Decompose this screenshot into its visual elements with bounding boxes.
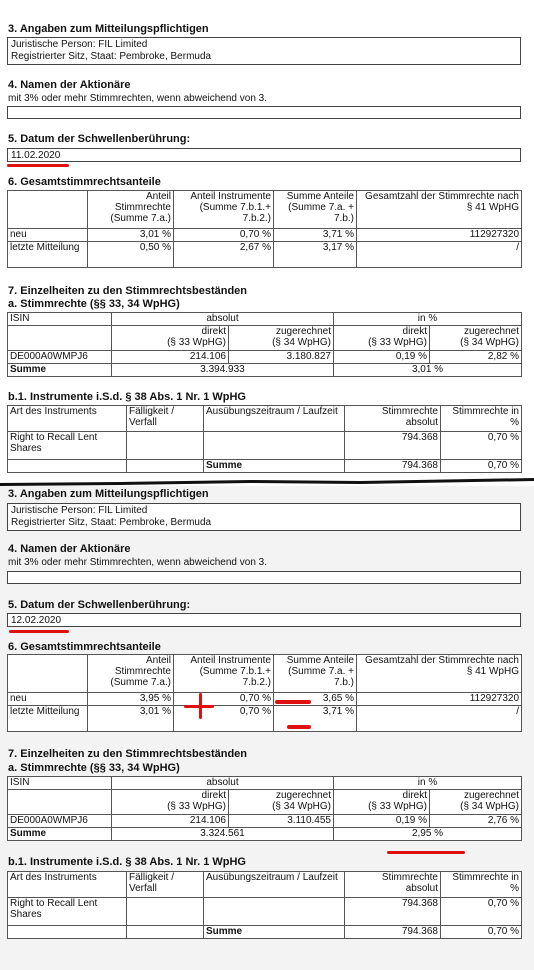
header-maturity: Fälligkeit / Verfall — [127, 872, 204, 898]
header-voting-pct: Stimmrechte in % — [441, 406, 522, 432]
notifier-box — [7, 37, 521, 65]
section-7-title: 7. Einzelheiten zu den Stimmrechtsbeständen — [8, 285, 247, 297]
table-header-row — [8, 872, 522, 898]
cell-voting-rights: 3,01 % — [88, 229, 174, 242]
section-4-title: 4. Namen der Aktionäre — [8, 79, 131, 91]
total-voting-rights-table — [7, 654, 522, 732]
table-row — [8, 351, 522, 364]
header-attributed: zugerechnet — [275, 326, 331, 337]
cell-direct-pct: 0,19 % — [334, 815, 430, 828]
cell-isin: DE000A0WMPJ6 — [8, 351, 112, 364]
notifier-name: Juristische Person: FIL Limited — [11, 505, 148, 516]
header-total-voting-rights: Gesamtzahl der Stimmrechte nach § 41 WpHG — [357, 191, 522, 229]
section-3-title: 3. Angaben zum Mitteilungspflichtigen — [8, 23, 209, 35]
instruments-table — [7, 405, 522, 473]
cell-instruments: 2,67 % — [174, 242, 274, 268]
table-sum-row — [8, 460, 522, 473]
cell-instrument: Right to Recall Lent Shares — [8, 898, 127, 926]
sum-voting-abs: 794.368 — [345, 926, 441, 939]
sum-voting-pct: 0,70 % — [441, 460, 522, 473]
cell-attributed-abs: 3.180.827 — [229, 351, 334, 364]
cell-voting-abs: 794.368 — [345, 432, 441, 460]
section-4-title: 4. Namen der Aktionäre — [8, 543, 131, 555]
threshold-date-box — [7, 613, 521, 627]
cell-isin: DE000A0WMPJ6 — [8, 815, 112, 828]
cell-instruments: 0,70 % — [174, 229, 274, 242]
header-33: (§ 33 WpHG) — [368, 337, 427, 348]
row-label: letzte Mitteilung — [8, 242, 88, 268]
header-voting-abs: Stimmrechte absolut — [345, 872, 441, 898]
cell-total: 112927320 — [357, 229, 522, 242]
header-33: (§ 33 WpHG) — [167, 337, 226, 348]
cell-sum: 3,71 % — [274, 229, 357, 242]
cell-instruments: 0,70 % — [174, 706, 274, 732]
cell-voting-pct: 0,70 % — [441, 432, 522, 460]
document-excerpt-1 — [0, 0, 534, 478]
header-33: (§ 33 WpHG) — [368, 801, 427, 812]
cell-total: / — [357, 706, 522, 732]
header-instrument-type: Art des Instruments — [8, 872, 127, 898]
header-absolute: absolut — [112, 313, 334, 326]
section-6-title: 6. Gesamtstimmrechtsanteile — [8, 641, 161, 653]
header-34: (§ 34 WpHG) — [460, 801, 520, 812]
shareholder-names-box — [7, 106, 521, 119]
sum-voting-pct: 0,70 % — [441, 926, 522, 939]
header-34: (§ 34 WpHG) — [460, 337, 520, 348]
sum-label: Summe — [204, 460, 345, 473]
header-direct: direkt — [402, 790, 427, 801]
table-row — [8, 229, 522, 242]
header-sum: Summe Anteile (Summe 7.a. + 7.b.) — [274, 191, 357, 229]
table-header-row — [8, 406, 522, 432]
sum-label: Summe — [8, 828, 112, 841]
header-sum: Summe Anteile (Summe 7.a. + 7.b.) — [274, 655, 357, 693]
red-underline-mark — [387, 851, 465, 854]
notifier-seat: Registrierter Sitz, Staat: Pembroke, Bermuda — [11, 51, 212, 62]
cell-voting-rights: 0,50 % — [88, 242, 174, 268]
row-label: neu — [8, 693, 88, 706]
section-b1-title: b.1. Instrumente i.S.d. § 38 Abs. 1 Nr. 1 WpHG — [8, 391, 246, 403]
header-direct: direkt — [201, 790, 226, 801]
table-row — [8, 815, 522, 828]
sum-absolute: 3.394.933 — [112, 364, 334, 377]
section-7a-title: a. Stimmrechte (§§ 33, 34 WpHG) — [8, 762, 180, 774]
cell-total: 112927320 — [357, 693, 522, 706]
sum-percent: 3,01 % — [334, 364, 522, 377]
shareholder-names-box — [7, 571, 521, 584]
notifier-name: Juristische Person: FIL Limited — [11, 39, 148, 50]
cell-voting-rights: 3,95 % — [88, 693, 174, 706]
table-subheader-row — [8, 790, 522, 815]
cell-direct-abs: 214.106 — [112, 351, 229, 364]
notifier-box — [7, 503, 521, 531]
threshold-date: 11.02.2020 — [11, 150, 61, 161]
cell-direct-abs: 214.106 — [112, 815, 229, 828]
sum-percent: 2,95 % — [334, 828, 522, 841]
header-instrument-type: Art des Instruments — [8, 406, 127, 432]
cell-attributed-pct: 2,82 % — [430, 351, 522, 364]
header-exercise-period: Ausübungszeitraum / Laufzeit — [204, 406, 345, 432]
header-34: (§ 34 WpHG) — [272, 337, 331, 348]
header-direct: direkt — [201, 326, 226, 337]
cell-sum: 3,71 % — [274, 706, 357, 732]
table-row — [8, 898, 522, 926]
header-attributed: zugerechnet — [463, 326, 520, 337]
cell-attributed-pct: 2,76 % — [430, 815, 522, 828]
section-7a-title: a. Stimmrechte (§§ 33, 34 WpHG) — [8, 298, 180, 310]
header-attributed: zugerechnet — [463, 790, 520, 801]
header-percent: in % — [334, 313, 522, 326]
header-isin: ISIN — [8, 777, 112, 790]
document-excerpt-2 — [0, 486, 534, 970]
sum-label: Summe — [8, 364, 112, 377]
threshold-date-box — [7, 148, 521, 162]
header-direct: direkt — [402, 326, 427, 337]
header-isin: ISIN — [8, 313, 112, 326]
section-3-title: 3. Angaben zum Mitteilungspflichtigen — [8, 488, 209, 500]
header-maturity: Fälligkeit / Verfall — [127, 406, 204, 432]
header-voting-pct: Stimmrechte in % — [441, 872, 522, 898]
cell-sum: 3,65 % — [274, 693, 357, 706]
header-instruments: Anteil Instrumente (Summe 7.b.1.+ 7.b.2.) — [174, 191, 274, 229]
cell-attributed-abs: 3.110.455 — [229, 815, 334, 828]
table-subheader-row — [8, 326, 522, 351]
table-row — [8, 242, 522, 268]
table-header-row — [8, 191, 522, 229]
table-sum-row — [8, 828, 522, 841]
sum-label: Summe — [204, 926, 345, 939]
cell-sum: 3,17 % — [274, 242, 357, 268]
red-minus-mark — [287, 725, 311, 729]
total-voting-rights-table — [7, 190, 522, 268]
header-percent: in % — [334, 777, 522, 790]
header-attributed: zugerechnet — [275, 790, 331, 801]
table-row — [8, 432, 522, 460]
table-row — [8, 706, 522, 732]
header-33: (§ 33 WpHG) — [167, 801, 226, 812]
header-voting-abs: Stimmrechte absolut — [345, 406, 441, 432]
voting-rights-holdings-table — [7, 312, 522, 377]
red-minus-mark — [275, 700, 311, 704]
table-header-row — [8, 313, 522, 326]
cell-voting-abs: 794.368 — [345, 898, 441, 926]
red-underline-mark — [7, 164, 69, 167]
header-voting-rights: Anteil Stimmrechte (Summe 7.a.) — [88, 191, 174, 229]
section-4-subtitle: mit 3% oder mehr Stimmrechten, wenn abweichend von 3. — [8, 93, 268, 104]
section-5-title: 5. Datum der Schwellenberührung: — [8, 133, 191, 145]
instruments-table — [7, 871, 522, 939]
cell-instruments: 0,70 % — [174, 693, 274, 706]
table-header-row — [8, 655, 522, 693]
table-row — [8, 693, 522, 706]
header-total-voting-rights: Gesamtzahl der Stimmrechte nach § 41 WpHG — [357, 655, 522, 693]
cell-instrument: Right to Recall Lent Shares — [8, 432, 127, 460]
sum-absolute: 3.324.561 — [112, 828, 334, 841]
header-34: (§ 34 WpHG) — [272, 801, 331, 812]
sum-voting-abs: 794.368 — [345, 460, 441, 473]
row-label: neu — [8, 229, 88, 242]
cell-total: / — [357, 242, 522, 268]
red-underline-mark — [9, 630, 69, 633]
header-voting-rights: Anteil Stimmrechte (Summe 7.a.) — [88, 655, 174, 693]
table-sum-row — [8, 364, 522, 377]
threshold-date: 12.02.2020 — [11, 615, 62, 626]
notifier-seat: Registrierter Sitz, Staat: Pembroke, Bermuda — [11, 517, 212, 528]
cell-voting-pct: 0,70 % — [441, 898, 522, 926]
section-5-title: 5. Datum der Schwellenberührung: — [8, 599, 191, 611]
torn-divider-line — [0, 476, 534, 486]
table-sum-row — [8, 926, 522, 939]
voting-rights-holdings-table — [7, 776, 522, 841]
section-b1-title: b.1. Instrumente i.S.d. § 38 Abs. 1 Nr. 1 WpHG — [8, 856, 246, 868]
section-6-title: 6. Gesamtstimmrechtsanteile — [8, 176, 161, 188]
red-plus-mark-vertical — [199, 693, 202, 719]
section-7-title: 7. Einzelheiten zu den Stimmrechtsbeständen — [8, 748, 247, 760]
cell-direct-pct: 0,19 % — [334, 351, 430, 364]
header-exercise-period: Ausübungszeitraum / Laufzeit — [204, 872, 345, 898]
section-4-subtitle: mit 3% oder mehr Stimmrechten, wenn abweichend von 3. — [8, 557, 268, 568]
header-absolute: absolut — [112, 777, 334, 790]
table-header-row — [8, 777, 522, 790]
header-instruments: Anteil Instrumente (Summe 7.b.1.+ 7.b.2.) — [174, 655, 274, 693]
cell-voting-rights: 3,01 % — [88, 706, 174, 732]
row-label: letzte Mitteilung — [8, 706, 88, 732]
